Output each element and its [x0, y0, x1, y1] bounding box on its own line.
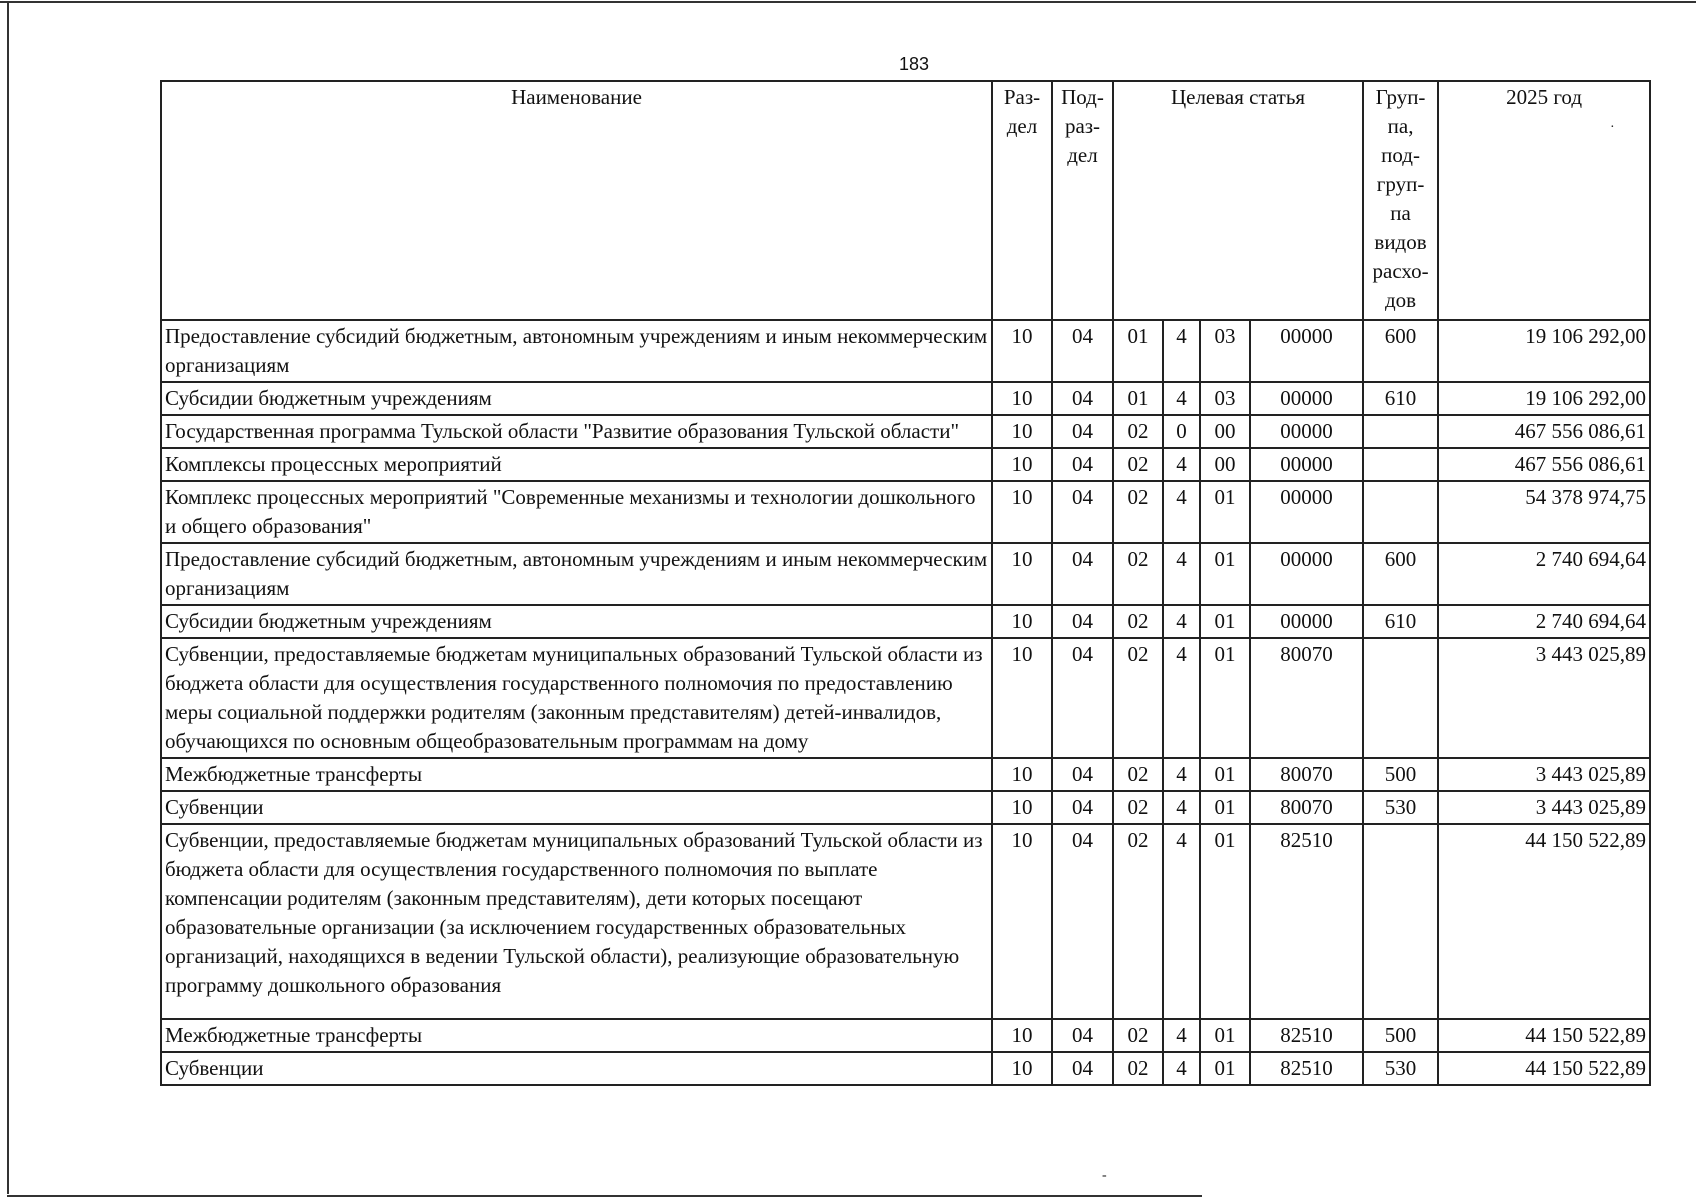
row-name: Субвенции, предоставляемые бюджетам муниципальных образований Тульской области из бюджета области для осуществления государственного полномочия по выплате компенсации родителям (законным представителям), дети которых посещают образовательные организации (за исключением государственных образовательных организаций, находящихся в ведении Тульской области), реализующие образовательную программу дошкольного образования [161, 824, 992, 1019]
row-target-direction: 00000 [1250, 543, 1363, 605]
page-number: 183 [898, 54, 930, 74]
row-target-subprogram: 00 [1200, 415, 1250, 448]
table-row [161, 791, 1650, 824]
row-name: Межбюджетные трансферты [161, 758, 992, 791]
row-target-direction: 80070 [1250, 758, 1363, 791]
row-target-program: 02 [1113, 605, 1163, 638]
row-target-type: 4 [1163, 1052, 1200, 1085]
table-row [161, 1019, 1650, 1052]
row-podrazdel: 04 [1052, 320, 1113, 382]
row-amount: 467 556 086,61 [1438, 448, 1650, 481]
row-name: Субвенции [161, 1052, 992, 1085]
row-target-direction: 00000 [1250, 448, 1363, 481]
table-row [161, 638, 1650, 758]
row-target-type: 4 [1163, 320, 1200, 382]
row-target-type: 4 [1163, 605, 1200, 638]
table-row [161, 320, 1650, 382]
row-amount: 19 106 292,00 [1438, 382, 1650, 415]
row-amount: 2 740 694,64 [1438, 543, 1650, 605]
table-row [161, 382, 1650, 415]
row-razdel: 10 [992, 1052, 1052, 1085]
row-expense-group [1363, 415, 1438, 448]
row-expense-group [1363, 448, 1438, 481]
row-amount: 19 106 292,00 [1438, 320, 1650, 382]
row-razdel: 10 [992, 638, 1052, 758]
row-razdel: 10 [992, 758, 1052, 791]
row-razdel: 10 [992, 382, 1052, 415]
row-target-direction: 00000 [1250, 605, 1363, 638]
row-target-subprogram: 01 [1200, 1019, 1250, 1052]
row-target-direction: 80070 [1250, 638, 1363, 758]
row-target-direction: 82510 [1250, 1052, 1363, 1085]
table-row [161, 1052, 1650, 1085]
row-expense-group: 600 [1363, 320, 1438, 382]
row-name: Предоставление субсидий бюджетным, автономным учреждениям и иным некоммерческим организациям [161, 543, 992, 605]
row-target-type: 0 [1163, 415, 1200, 448]
row-podrazdel: 04 [1052, 824, 1113, 1019]
row-name: Субвенции [161, 791, 992, 824]
row-target-direction: 00000 [1250, 415, 1363, 448]
row-razdel: 10 [992, 1019, 1052, 1052]
row-name: Субсидии бюджетным учреждениям [161, 605, 992, 638]
row-target-subprogram: 03 [1200, 382, 1250, 415]
row-target-subprogram: 01 [1200, 1052, 1250, 1085]
header-target-article: Целевая статья [1113, 81, 1363, 320]
table-row [161, 758, 1650, 791]
budget-table [160, 80, 1651, 1086]
row-razdel: 10 [992, 320, 1052, 382]
row-expense-group: 530 [1363, 791, 1438, 824]
table-row [161, 448, 1650, 481]
row-target-type: 4 [1163, 824, 1200, 1019]
row-target-subprogram: 01 [1200, 543, 1250, 605]
header-razdel: Раз- дел [992, 81, 1052, 320]
row-target-program: 02 [1113, 481, 1163, 543]
row-target-program: 02 [1113, 758, 1163, 791]
row-target-type: 4 [1163, 1019, 1200, 1052]
table-row [161, 605, 1650, 638]
row-target-program: 02 [1113, 448, 1163, 481]
table-row [161, 415, 1650, 448]
row-target-subprogram: 01 [1200, 481, 1250, 543]
row-target-program: 02 [1113, 1052, 1163, 1085]
row-expense-group: 530 [1363, 1052, 1438, 1085]
row-amount: 44 150 522,89 [1438, 1052, 1650, 1085]
row-name: Предоставление субсидий бюджетным, автономным учреждениям и иным некоммерческим организациям [161, 320, 992, 382]
header-name: Наименование [161, 81, 992, 320]
header-expense-group: Груп- па, под- груп- па видов расхо- дов [1363, 81, 1438, 320]
row-podrazdel: 04 [1052, 415, 1113, 448]
scan-artifact-mark: - [1102, 1168, 1107, 1183]
row-target-direction: 00000 [1250, 481, 1363, 543]
row-expense-group: 610 [1363, 382, 1438, 415]
row-expense-group: 600 [1363, 543, 1438, 605]
row-podrazdel: 04 [1052, 605, 1113, 638]
row-expense-group: 610 [1363, 605, 1438, 638]
row-podrazdel: 04 [1052, 638, 1113, 758]
row-target-type: 4 [1163, 543, 1200, 605]
header-podrazdel: Под- раз- дел [1052, 81, 1113, 320]
row-name: Субвенции, предоставляемые бюджетам муниципальных образований Тульской области из бюджета области для осуществления государственного полномочия по предоставлению меры социальной поддержки родителям (законным представителям) детей-инвалидов, обучающихся по основным общеобразовательным программам на дому [161, 638, 992, 758]
row-target-subprogram: 03 [1200, 320, 1250, 382]
row-amount: 3 443 025,89 [1438, 638, 1650, 758]
row-razdel: 10 [992, 481, 1052, 543]
row-target-type: 4 [1163, 382, 1200, 415]
row-podrazdel: 04 [1052, 791, 1113, 824]
row-amount: 3 443 025,89 [1438, 758, 1650, 791]
row-podrazdel: 04 [1052, 758, 1113, 791]
row-razdel: 10 [992, 791, 1052, 824]
row-amount: 54 378 974,75 [1438, 481, 1650, 543]
table-row [161, 481, 1650, 543]
row-target-subprogram: 01 [1200, 758, 1250, 791]
row-expense-group: 500 [1363, 758, 1438, 791]
row-target-program: 02 [1113, 824, 1163, 1019]
row-target-subprogram: 01 [1200, 638, 1250, 758]
row-razdel: 10 [992, 605, 1052, 638]
row-podrazdel: 04 [1052, 1019, 1113, 1052]
row-amount: 44 150 522,89 [1438, 1019, 1650, 1052]
scan-border-top [0, 1, 1696, 3]
row-target-direction: 80070 [1250, 791, 1363, 824]
row-podrazdel: 04 [1052, 1052, 1113, 1085]
scan-border-left [7, 2, 9, 1194]
row-target-program: 01 [1113, 382, 1163, 415]
row-target-program: 02 [1113, 1019, 1163, 1052]
row-razdel: 10 [992, 824, 1052, 1019]
row-target-program: 02 [1113, 415, 1163, 448]
row-name: Комплекс процессных мероприятий "Современные механизмы и технологии дошкольного и общего образования" [161, 481, 992, 543]
row-razdel: 10 [992, 448, 1052, 481]
row-amount: 467 556 086,61 [1438, 415, 1650, 448]
row-target-subprogram: 01 [1200, 791, 1250, 824]
row-amount: 44 150 522,89 [1438, 824, 1650, 1019]
row-target-direction: 82510 [1250, 1019, 1363, 1052]
row-amount: 3 443 025,89 [1438, 791, 1650, 824]
row-target-type: 4 [1163, 448, 1200, 481]
row-target-direction: 00000 [1250, 382, 1363, 415]
table-row [161, 824, 1650, 1019]
row-target-type: 4 [1163, 638, 1200, 758]
row-target-program: 02 [1113, 638, 1163, 758]
table-header-row [161, 81, 1650, 320]
row-target-subprogram: 01 [1200, 605, 1250, 638]
scan-border-bottom [7, 1195, 1202, 1197]
row-podrazdel: 04 [1052, 481, 1113, 543]
row-razdel: 10 [992, 543, 1052, 605]
row-target-type: 4 [1163, 758, 1200, 791]
row-expense-group [1363, 481, 1438, 543]
row-podrazdel: 04 [1052, 448, 1113, 481]
row-expense-group [1363, 638, 1438, 758]
row-name: Субсидии бюджетным учреждениям [161, 382, 992, 415]
row-podrazdel: 04 [1052, 382, 1113, 415]
row-expense-group [1363, 824, 1438, 1019]
row-target-program: 02 [1113, 543, 1163, 605]
row-target-type: 4 [1163, 791, 1200, 824]
row-name: Межбюджетные трансферты [161, 1019, 992, 1052]
row-target-subprogram: 00 [1200, 448, 1250, 481]
row-target-program: 01 [1113, 320, 1163, 382]
row-name: Государственная программа Тульской области "Развитие образования Тульской области" [161, 415, 992, 448]
row-razdel: 10 [992, 415, 1052, 448]
row-amount: 2 740 694,64 [1438, 605, 1650, 638]
row-target-subprogram: 01 [1200, 824, 1250, 1019]
scan-artifact-dot: · [1610, 120, 1615, 135]
row-name: Комплексы процессных мероприятий [161, 448, 992, 481]
table-row [161, 543, 1650, 605]
header-amount-2025: 2025 год [1438, 81, 1650, 320]
row-target-direction: 82510 [1250, 824, 1363, 1019]
row-podrazdel: 04 [1052, 543, 1113, 605]
row-target-program: 02 [1113, 791, 1163, 824]
row-expense-group: 500 [1363, 1019, 1438, 1052]
row-target-type: 4 [1163, 481, 1200, 543]
row-target-direction: 00000 [1250, 320, 1363, 382]
